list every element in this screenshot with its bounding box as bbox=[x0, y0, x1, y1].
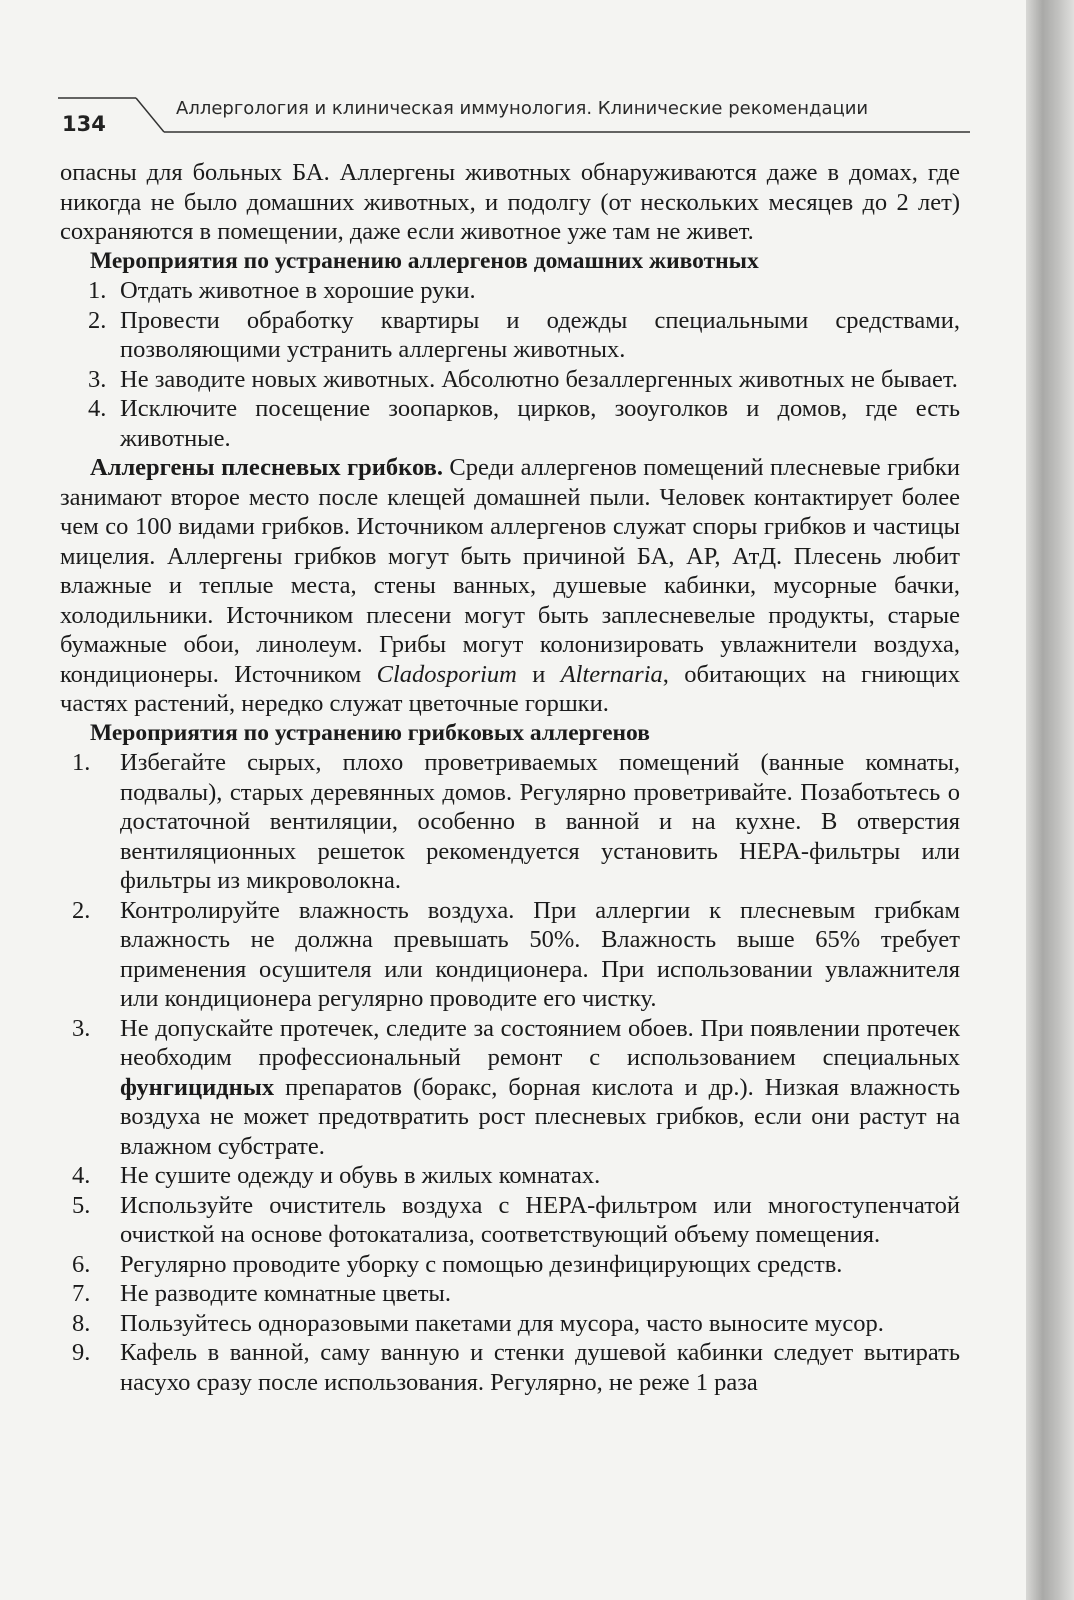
list-number: 9. bbox=[72, 1339, 91, 1366]
list-item bbox=[60, 1250, 960, 1280]
list-item-text: Провести обработку квартиры и одежды специальными средствами, позволяющими устранить аллергены животных. bbox=[120, 306, 960, 363]
mold-paragraph-lead: Аллергены плесневых грибков. bbox=[90, 454, 443, 481]
running-header bbox=[58, 92, 978, 142]
list-item bbox=[60, 1191, 960, 1250]
list-number: 5. bbox=[72, 1191, 91, 1219]
list-item-text: Исключите посещение зоопарков, цирков, зооуголков и домов, где есть животные. bbox=[120, 395, 960, 452]
running-title: Аллергология и клиническая иммунология. Клинические рекомендации bbox=[176, 98, 869, 119]
book-spine-shadow bbox=[1026, 0, 1074, 1600]
list-number: 6. bbox=[72, 1250, 91, 1278]
list-item-text: Используйте очиститель воздуха с HEPA-фильтром или многоступенчатой очисткой на основе фотокатализа, соответствующий объему помещения. bbox=[120, 1191, 960, 1248]
list-number: 2. bbox=[72, 896, 91, 924]
section-heading-fungi: Мероприятия по устранению грибковых аллергенов bbox=[90, 719, 650, 746]
fungal-measures-list bbox=[60, 748, 960, 1397]
list-item bbox=[60, 1161, 960, 1191]
bold-term: фунгицидных bbox=[120, 1073, 275, 1101]
list-item bbox=[60, 306, 960, 365]
list-item-text: Не допускайте протечек, следите за состоянием обоев. При появлении протечек необходим профессиональный ремонт с использованием специальных bbox=[120, 1014, 960, 1071]
list-number: 8. bbox=[72, 1309, 91, 1337]
mold-paragraph-text: Среди аллергенов помещений плесневые грибки занимают второе место после клещей домашней пыли. Человек контактирует более чем со 100 видами грибков. Источником аллергенов служат споры грибков и частицы мицелия. Аллергены грибков могут быть причиной БА, АР, АтД. Плесень любит влажные и теплые места, стены ванных, душевые кабинки, мусорные бачки, холодильники. Источником плесени могут быть заплесневелые продукты, старые бумажные обои, линолеум. Грибы могут колонизировать увлажнители воздуха, кондиционеры. Источником bbox=[60, 454, 960, 688]
mold-paragraph-text: , обитающих на гниющих частях растений, нередко служат цветочные горшки. bbox=[60, 660, 960, 717]
list-number: 2. bbox=[88, 306, 107, 334]
list-item-text: Не сушите одежду и обувь в жилых комнатах. bbox=[120, 1162, 601, 1189]
list-number: 7. bbox=[72, 1280, 91, 1307]
list-item bbox=[60, 1338, 960, 1397]
list-number: 3. bbox=[88, 365, 107, 393]
list-item bbox=[60, 1279, 960, 1309]
list-number: 1. bbox=[72, 749, 91, 776]
list-item bbox=[60, 365, 960, 395]
list-item-text: Пользуйтесь одноразовыми пакетами для мусора, часто выносите мусор. bbox=[120, 1309, 884, 1337]
list-item bbox=[60, 896, 960, 1014]
list-item bbox=[60, 1309, 960, 1339]
list-item-text: Избегайте сырых, плохо проветриваемых помещений (ванные комнаты, подвалы), старых деревянных домов. Регулярно проветривайте. Позаботьтесь о достаточной вентиляции, особенно в ванной и на кухне. В отверстия вентиляционных решеток рекомендуется установить HEPA-фильтры или фильтры из микроволокна. bbox=[120, 749, 960, 894]
list-item-text: Кафель в ванной, саму ванную и стенки душевой кабинки следует вытирать насухо сразу после использования. Регулярно, не реже 1 раза bbox=[120, 1339, 960, 1396]
list-item-text: Отдать животное в хорошие руки. bbox=[120, 277, 476, 304]
list-item-text: Контролируйте влажность воздуха. При аллергии к плесневым грибкам влажность не должна превышать 50%. Влажность выше 65% требует применения осушителя или кондиционера. При использовании увлажнителя или кондиционера регулярно проводите его чистку. bbox=[120, 896, 960, 1012]
list-item bbox=[60, 1014, 960, 1162]
list-item bbox=[60, 276, 960, 306]
list-item bbox=[60, 748, 960, 896]
section-heading-pets: Мероприятия по устранению аллергенов домашних животных bbox=[90, 247, 759, 274]
list-number: 3. bbox=[72, 1014, 91, 1042]
list-number: 1. bbox=[88, 277, 107, 304]
genus-alternaria: Alternaria bbox=[560, 660, 663, 688]
list-item-text: Регулярно проводите уборку с помощью дезинфицирующих средств. bbox=[120, 1250, 843, 1278]
list-item-text: Не разводите комнатные цветы. bbox=[120, 1280, 452, 1307]
list-item-text: препаратов (боракс, борная кислота и др.). Низкая влажность воздуха не может предотвратить рост плесневых грибков, если они растут на влажном субстрате. bbox=[120, 1073, 960, 1160]
list-number: 4. bbox=[72, 1162, 91, 1189]
list-item-text: Не заводите новых животных. Абсолютно безаллергенных животных не бывает. bbox=[120, 365, 958, 393]
pet-measures-list bbox=[60, 276, 960, 453]
list-item bbox=[60, 394, 960, 453]
page-number: 134 bbox=[62, 112, 106, 136]
mold-paragraph-text: и bbox=[516, 660, 561, 688]
list-number: 4. bbox=[88, 395, 107, 422]
mold-paragraph bbox=[60, 453, 960, 719]
page-body bbox=[60, 158, 960, 1397]
genus-cladosporium: Cladosporium bbox=[376, 660, 517, 688]
intro-paragraph: опасны для больных БА. Аллергены животных обнаруживаются даже в домах, где никогда не было домашних животных, и подолгу (от нескольких месяцев до 2 лет) сохраняются в помещении, даже если животное уже там не живет. bbox=[60, 159, 960, 245]
